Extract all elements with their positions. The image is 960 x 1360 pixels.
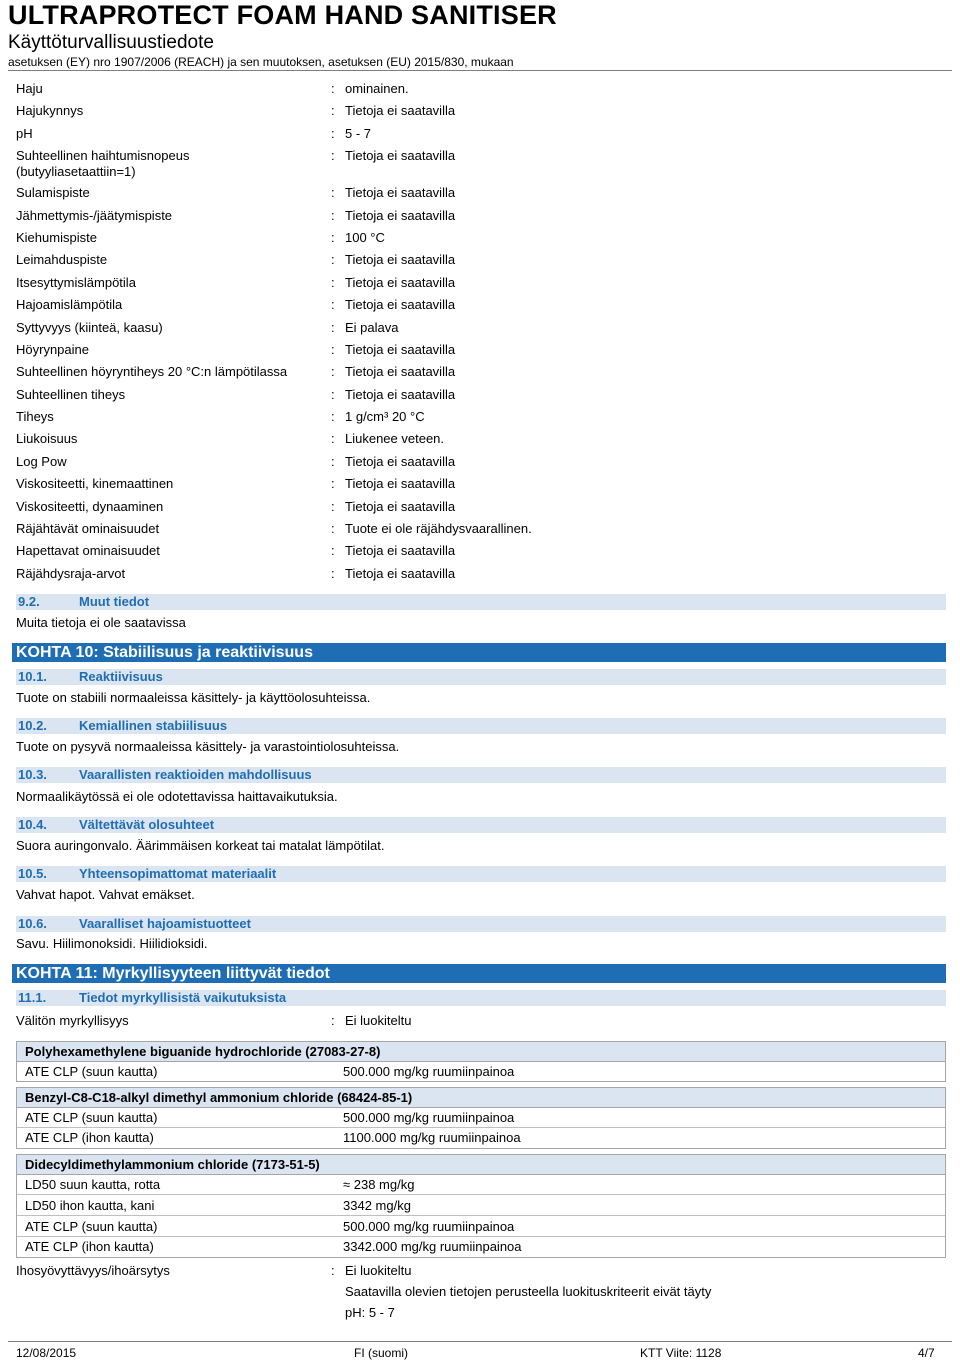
document-subtitle: Käyttöturvallisuustiedote <box>8 32 214 53</box>
property-label: Log Pow <box>16 454 67 469</box>
footer-reference: KTT Viite: 1128 <box>640 1346 722 1360</box>
tox-block-benzyl-alkyl <box>16 1087 946 1149</box>
tox-row: LD50 ihon kautta, kani 3342 mg/kg <box>17 1196 945 1216</box>
property-label: Suhteellinen höyryntiheys 20 °C:n lämpötilassa <box>16 364 288 379</box>
section-heading-10: KOHTA 10: Stabiilisuus ja reaktiivisuus <box>12 643 946 662</box>
subsection-heading-10-1: 10.1. Reaktiivisuus <box>16 669 946 685</box>
property-value: Tietoja ei saatavilla <box>345 148 456 163</box>
footer-language: FI (suomi) <box>354 1346 408 1360</box>
property-label: Räjähtävät ominaisuudet <box>16 521 160 536</box>
subsection-heading-10-5: 10.5. Yhteensopimattomat materiaalit <box>16 866 946 882</box>
property-label: Haju <box>16 81 43 96</box>
tox-block-didecyldimethylammonium <box>16 1154 946 1258</box>
property-label: Suhteellinen haihtumisnopeus <box>16 148 190 163</box>
subsection-text: Savu. Hiilimonoksidi. Hiilidioksidi. <box>16 936 208 951</box>
subsection-text: Suora auringonvalo. Äärimmäisen korkeat tai matalat lämpötilat. <box>16 838 385 853</box>
regulation-note: asetuksen (EY) nro 1907/2006 (REACH) ja sen muutoksen, asetuksen (EU) 2015/830, mukaan <box>8 55 514 69</box>
property-label: Suhteellinen tiheys <box>16 387 126 402</box>
header-divider <box>8 70 952 71</box>
document-title: ULTRAPROTECT FOAM HAND SANITISER <box>8 0 557 30</box>
property-value: Tietoja ei saatavilla <box>345 566 456 581</box>
property-label: Liukoisuus <box>16 431 78 446</box>
property-value: Tietoja ei saatavilla <box>345 499 456 514</box>
property-label: Viskositeetti, kinemaattinen <box>16 476 174 491</box>
property-label: Jähmettymis-/jäätymispiste <box>16 208 173 223</box>
property-label: pH <box>16 126 33 141</box>
subsection-text: Tuote on stabiili normaaleissa käsittely- ja käyttöolosuhteissa. <box>16 690 371 705</box>
tox-block-heading: Benzyl-C8-C18-alkyl dimethyl ammonium chloride (68424-85-1) <box>17 1088 945 1108</box>
property-value: Tietoja ei saatavilla <box>345 185 456 200</box>
property-value: Liukenee veteen. <box>345 431 445 446</box>
property-value: Ei palava <box>345 320 399 335</box>
property-value: Tuote ei ole räjähdysvaarallinen. <box>345 521 532 536</box>
subsection-text: Vahvat hapot. Vahvat emäkset. <box>16 887 195 902</box>
subsection-text: Muita tietoja ei ole saatavissa <box>16 615 186 630</box>
property-label: Räjähdysraja-arvot <box>16 566 126 581</box>
property-value: ominainen. <box>345 81 409 96</box>
footer-page-number: 4/7 <box>918 1346 935 1360</box>
property-label: Sulamispiste <box>16 185 90 200</box>
subsection-text: Normaalikäytössä ei ole odotettavissa haittavaikutuksia. <box>16 789 338 804</box>
property-value: 1 g/cm³ 20 °C <box>345 409 425 424</box>
property-value: Tietoja ei saatavilla <box>345 208 456 223</box>
tox-row: ATE CLP (suun kautta) 500.000 mg/kg ruumiinpainoa <box>25 1064 515 1079</box>
property-value: Tietoja ei saatavilla <box>345 364 456 379</box>
tox-row: ATE CLP (ihon kautta) 3342.000 mg/kg ruumiinpainoa <box>25 1239 522 1254</box>
subsection-heading-10-6: 10.6. Vaaralliset hajoamistuotteet <box>16 916 946 932</box>
property-label: Viskositeetti, dynaaminen <box>16 499 164 514</box>
property-label: Leimahduspiste <box>16 252 108 267</box>
property-value: 5 - 7 <box>345 126 372 141</box>
property-value: 100 °C <box>345 230 385 245</box>
tox-block-heading: Polyhexamethylene biguanide hydrochloride (27083-27-8) <box>17 1042 945 1062</box>
property-label-line2: (butyyliasetaattiin=1) <box>16 164 136 179</box>
property-label: Hapettavat ominaisuudet <box>16 543 160 558</box>
tox-row: ATE CLP (suun kautta) 500.000 mg/kg ruumiinpainoa <box>17 1108 945 1128</box>
tox-row: ATE CLP (suun kautta) 500.000 mg/kg ruumiinpainoa <box>17 1217 945 1237</box>
property-value: Tietoja ei saatavilla <box>345 297 456 312</box>
property-label: Hajukynnys <box>16 103 84 118</box>
skin-irritation-note: Saatavilla olevien tietojen perusteella luokituskriteerit eivät täyty <box>345 1284 712 1299</box>
property-value: Tietoja ei saatavilla <box>345 103 456 118</box>
subsection-heading-9-2: 9.2. Muut tiedot <box>16 594 946 610</box>
property-value: Tietoja ei saatavilla <box>345 252 456 267</box>
subsection-heading-10-4: 10.4. Vältettävät olosuhteet <box>16 817 946 833</box>
footer-divider <box>8 1341 952 1342</box>
property-label: Kiehumispiste <box>16 230 97 245</box>
subsection-text: Tuote on pysyvä normaaleissa käsittely- ja varastointiolosuhteissa. <box>16 739 400 754</box>
property-value: Tietoja ei saatavilla <box>345 342 456 357</box>
property-label: Syttyvyys (kiinteä, kaasu) <box>16 320 163 335</box>
subsection-heading-10-3: 10.3. Vaarallisten reaktioiden mahdollisuus <box>16 767 946 783</box>
property-label: Höyrynpaine <box>16 342 89 357</box>
skin-irritation-ph: pH: 5 - 7 <box>345 1305 395 1320</box>
property-value: Tietoja ei saatavilla <box>345 275 456 290</box>
property-label: Tiheys <box>16 409 54 424</box>
property-label: Itsesyttymislämpötila <box>16 275 136 290</box>
property-label: Hajoamislämpötila <box>16 297 123 312</box>
tox-block-polyhexamethylene <box>16 1041 946 1082</box>
property-value: Tietoja ei saatavilla <box>345 454 456 469</box>
tox-row: ATE CLP (ihon kautta) 1100.000 mg/kg ruumiinpainoa <box>25 1130 521 1145</box>
property-value: Tietoja ei saatavilla <box>345 543 456 558</box>
section-heading-11: KOHTA 11: Myrkyllisyyteen liittyvät tiedot <box>12 964 946 983</box>
property-value: Tietoja ei saatavilla <box>345 387 456 402</box>
subsection-heading-10-2: 10.2. Kemiallinen stabiilisuus <box>16 718 946 734</box>
property-value: Tietoja ei saatavilla <box>345 476 456 491</box>
tox-block-heading: Didecyldimethylammonium chloride (7173-51-5) <box>17 1155 945 1175</box>
footer-date: 12/08/2015 <box>16 1346 77 1360</box>
subsection-heading-11-1: 11.1. Tiedot myrkyllisistä vaikutuksista <box>16 990 946 1006</box>
tox-row: LD50 suun kautta, rotta ≈ 238 mg/kg <box>17 1175 945 1195</box>
